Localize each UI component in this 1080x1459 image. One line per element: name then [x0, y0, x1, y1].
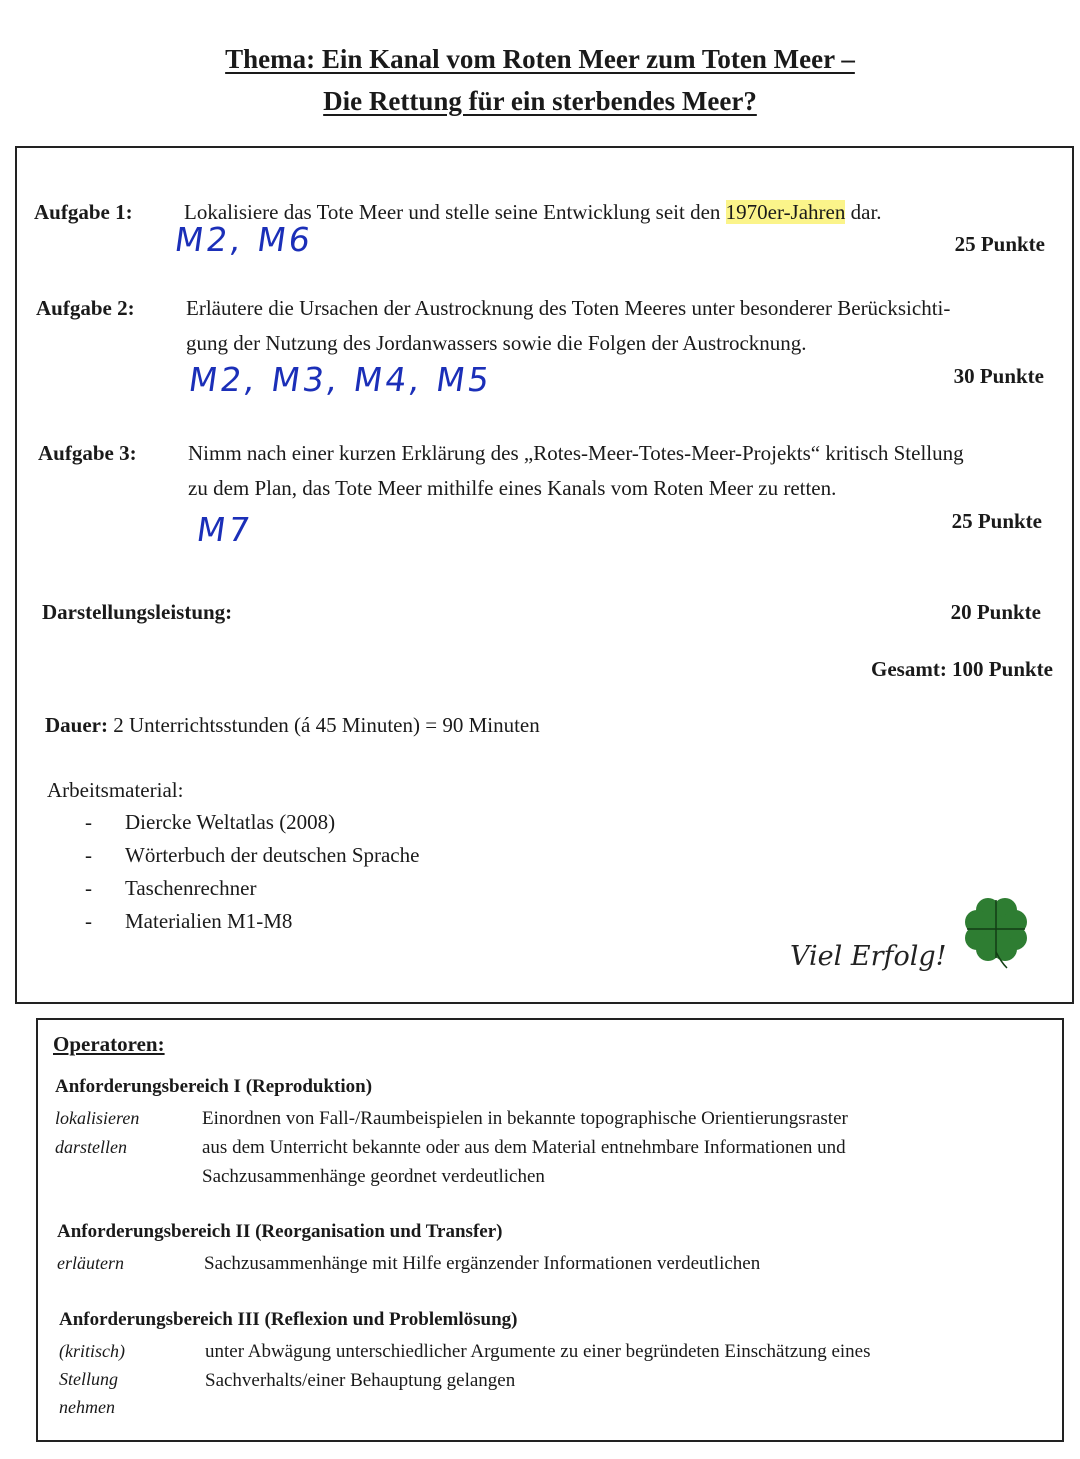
task-3-label: Aufgabe 3:	[38, 441, 137, 465]
materials-list	[85, 806, 419, 938]
task-1-handwritten-materials: M2, M6	[172, 220, 316, 259]
operators-section-2-title: Anforderungsbereich II (Reorganisation und Transfer)	[57, 1221, 503, 1242]
operator-definition: aus dem Unterricht bekannte oder aus dem Material entnehmbare Informationen und Sachzusammenhänge geordnet verdeutlichen	[202, 1137, 846, 1187]
task-3-handwritten-materials: M7	[194, 510, 256, 549]
operator-term: nehmen	[59, 1397, 115, 1417]
operator-term: erläutern	[57, 1253, 124, 1273]
task-1-label: Aufgabe 1:	[34, 200, 133, 224]
title-line-2: Die Rettung für ein sterbendes Meer?	[323, 86, 757, 116]
task-1-highlight: 1970er-Jahren	[725, 200, 846, 224]
operators-heading: Operatoren:	[53, 1032, 165, 1056]
materials-item: - Wörterbuch der deutschen Sprache	[85, 839, 419, 872]
materials-label: Arbeitsmaterial:	[47, 778, 184, 802]
task-2-label: Aufgabe 2:	[36, 296, 135, 320]
task-2-points: 30 Punkte	[953, 364, 1044, 388]
darstellung-points: 20 Punkte	[950, 600, 1041, 624]
materials-item: - Diercke Weltatlas (2008)	[85, 806, 419, 839]
task-2-handwritten-materials: M2, M3, M4, M5	[186, 360, 495, 399]
four-leaf-clover-icon	[961, 894, 1031, 975]
tasks-box	[15, 146, 1074, 1004]
task-3-text-line-2: zu dem Plan, das Tote Meer mithilfe eines Kanals vom Roten Meer zu retten.	[188, 476, 837, 500]
operators-box	[36, 1018, 1064, 1442]
operators-section-1-title: Anforderungsbereich I (Reproduktion)	[55, 1076, 373, 1097]
duration: Dauer: 2 Unterrichtsstunden (á 45 Minuten) = 90 Minuten	[45, 713, 540, 737]
task-3-text-line-1: Nimm nach einer kurzen Erklärung des „Rotes-Meer-Totes-Meer-Projekts“ kritisch Stellung	[188, 441, 964, 465]
operator-term: lokalisieren	[55, 1108, 140, 1128]
operator-definition: Einordnen von Fall-/Raumbeispielen in bekannte topographische Orientierungsraster	[202, 1108, 848, 1129]
operator-definition: Sachzusammenhänge mit Hilfe ergänzender Informationen verdeutlichen	[204, 1253, 761, 1274]
task-1-text: Lokalisiere das Tote Meer und stelle seine Entwicklung seit den 1970er-Jahren dar.	[184, 200, 882, 224]
task-2-text-line-1: Erläutere die Ursachen der Austrocknung des Toten Meeres unter besonderer Berücksichti-	[186, 296, 951, 320]
operator-definition: unter Abwägung unterschiedlicher Argumente zu einer begründeten Einschätzung eines Sachverhalts/einer Behauptung gelangen	[205, 1341, 871, 1391]
operator-term: (kritisch)	[59, 1341, 125, 1361]
four-leaf-clover-icon-svg	[961, 894, 1031, 970]
operators-section-3-title: Anforderungsbereich III (Reflexion und Problemlösung)	[59, 1309, 518, 1330]
materials-item: - Taschenrechner	[85, 872, 419, 905]
darstellung-label: Darstellungsleistung:	[42, 600, 233, 624]
title-line-1: Thema: Ein Kanal vom Roten Meer zum Toten Meer –	[225, 44, 855, 74]
page-title	[0, 38, 1080, 122]
materials-item: - Materialien M1-M8	[85, 905, 419, 938]
operator-term: Stellung	[59, 1369, 118, 1389]
task-1-points: 25 Punkte	[954, 232, 1045, 256]
operator-term: darstellen	[55, 1137, 127, 1157]
total-points: Gesamt: 100 Punkte	[871, 657, 1053, 681]
task-2-text-line-2: gung der Nutzung des Jordanwassers sowie die Folgen der Austrocknung.	[186, 331, 807, 355]
good-luck-text: Viel Erfolg!	[790, 941, 947, 972]
task-3-points: 25 Punkte	[951, 509, 1042, 533]
